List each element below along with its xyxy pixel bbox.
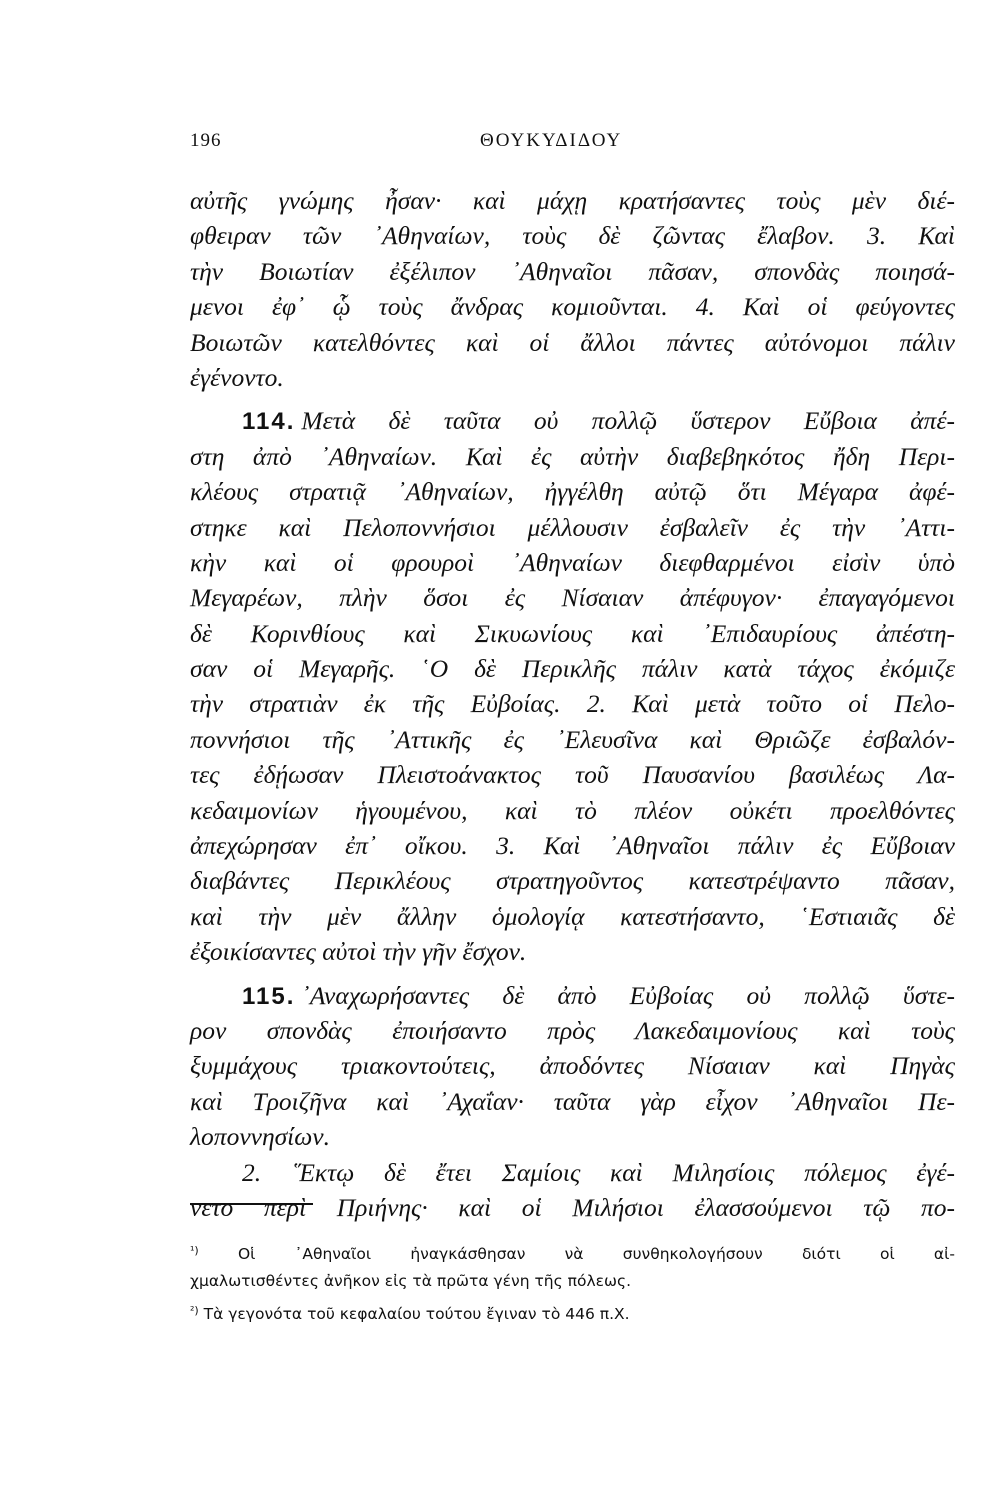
chapter-114-first-line xyxy=(190,403,955,438)
chapter-number: 114. xyxy=(242,408,296,436)
text-line: Μεγαρέων, πλὴν ὅσοι ἐς Νίσαιαν ἀπέφυγον· ἐπαγαγόμενοι xyxy=(190,583,955,613)
text-line: λοποννησίων. xyxy=(190,1122,330,1152)
text-line: ρον σπονδὰς ἐποιήσαντο πρὸς Λακεδαιμονίους καὶ τοὺς xyxy=(190,1015,955,1045)
text-line: ἐγένοντο. xyxy=(190,362,284,392)
footnote-text: Τὰ γεγονότα τοῦ κεφαλαίου τούτου ἔγιναν τὸ 446 π.Χ. xyxy=(203,1305,630,1323)
text-line: τὴν Βοιωτίαν ἐξέλιπον ᾿Αθηναῖοι πᾶσαν, σπονδὰς ποιησά- xyxy=(190,256,955,286)
text-line: ἐξοικίσαντες αὐτοὶ τὴν γῆν ἔσχον. xyxy=(190,937,527,967)
text-line: καὶ τὴν μὲν ἄλλην ὁμολογίᾳ κατεστήσαντο, ῾Εστιαιᾶς δὲ xyxy=(190,901,955,931)
text-line: στηκε καὶ Πελοποννήσιοι μέλλουσιν ἐσβαλεῖν ἐς τὴν ᾿Αττι- xyxy=(190,512,955,542)
running-head xyxy=(190,130,820,160)
text-line: μενοι ἐφ᾿ ᾧ τοὺς ἄνδρας κομιοῦνται. 4. Καὶ οἱ φεύγοντες xyxy=(190,292,955,322)
text-line: στη ἀπὸ ᾿Αθηναίων. Καὶ ἐς αὐτὴν διαβεβηκότος ἤδη Περι- xyxy=(190,441,955,471)
footnote-rule xyxy=(190,1203,313,1205)
chapter-115-opening: ᾿Αναχωρήσαντες δὲ ἀπὸ Εὐβοίας οὐ πολλῷ ὕστε- xyxy=(301,980,955,1010)
footnote-2-line xyxy=(190,1296,955,1326)
running-title: ΘΟΥΚΥΔΙΔΟΥ xyxy=(480,130,623,151)
text-line: τὴν στρατιὰν ἐκ τῆς Εὐβοίας. 2. Καὶ μετὰ τοῦτο οἱ Πελο- xyxy=(190,689,955,719)
text-line: Βοιωτῶν κατελθόντες καὶ οἱ ἄλλοι πάντες αὐτόνομοι πάλιν xyxy=(190,327,955,357)
text-line: καὶ Τροιζῆνα καὶ ᾿Αχαΐαν· ταῦτα γὰρ εἶχον ᾿Αθηναῖοι Πε- xyxy=(190,1086,955,1116)
text-line: ποννήσιοι τῆς ᾿Αττικῆς ἐς ᾿Ελευσῖνα καὶ Θριῶζε ἐσβαλόν- xyxy=(190,724,955,754)
chapter-114-opening: Μετὰ δὲ ταῦτα οὐ πολλῷ ὕστερον Εὔβοια ἀπέ- xyxy=(301,406,955,436)
footnote-1-line xyxy=(190,1236,955,1266)
text-line: κλέους στρατιᾷ ᾿Αθηναίων, ἠγγέλθη αὐτῷ ὅτι Μέγαρα ἀφέ- xyxy=(190,477,955,507)
text-line: τες ἐδῄωσαν Πλειστοάνακτος τοῦ Παυσανίου βασιλέως Λα- xyxy=(190,760,955,790)
footnote-text: Οἱ ᾿Αθηναῖοι ἠναγκάσθησαν νὰ συνθηκολογήσουν διότι οἱ αἰ- xyxy=(237,1245,955,1263)
page-number: 196 xyxy=(190,130,222,151)
chapter-115-first-line xyxy=(190,978,955,1013)
footnote-marker: ²) xyxy=(190,1304,199,1317)
section-2-first-line: 2. ῞Εκτῳ δὲ ἔτει Σαμίοις καὶ Μιλησίοις πόλεμος ἐγέ- xyxy=(242,1157,955,1187)
text-line: κεδαιμονίων ἡγουμένου, καὶ τὸ πλέον οὐκέτι προελθόντες xyxy=(190,795,955,825)
chapter-number: 115. xyxy=(242,982,296,1010)
text-line: ξυμμάχους τριακοντούτεις, ἀποδόντες Νίσαιαν καὶ Πηγὰς xyxy=(190,1051,955,1081)
text-line: αὐτῆς γνώμης ἦσαν· καὶ μάχῃ κρατήσαντες τοὺς μὲν διέ- xyxy=(190,186,955,215)
text-line: σαν οἱ Μεγαρῆς. ῾Ο δὲ Περικλῆς πάλιν κατὰ τάχος ἐκόμιζε xyxy=(190,654,955,684)
main-text xyxy=(190,183,955,1225)
text-line: κὴν καὶ οἱ φρουροὶ ᾿Αθηναίων διεφθαρμένοι εἰσὶν ὑπὸ xyxy=(190,547,955,577)
footnote-1-line: χμαλωτισθέντες ἀνῆκον εἰς τὰ πρῶτα γένη τῆς πόλεως. xyxy=(190,1272,632,1290)
text-line: διαβάντες Περικλέους στρατηγοῦντος κατεστρέψαντο πᾶσαν, xyxy=(190,866,955,896)
text-line: ἀπεχώρησαν ἐπ᾿ οἴκου. 3. Καὶ ᾿Αθηναῖοι πάλιν ἐς Εὔβοιαν xyxy=(190,831,955,861)
text-line: νετο περὶ Πριήνης· καὶ οἱ Μιλήσιοι ἐλασσούμενοι τῷ πο- xyxy=(190,1192,955,1222)
footnotes xyxy=(190,1236,955,1326)
text-line: φθειραν τῶν ᾿Αθηναίων, τοὺς δὲ ζῶντας ἔλαβον. 3. Καὶ xyxy=(190,221,955,251)
footnote-marker: ¹) xyxy=(190,1244,199,1257)
text-line: δὲ Κορινθίους καὶ Σικυωνίους καὶ ᾿Επιδαυρίους ἀπέστη- xyxy=(190,618,955,648)
